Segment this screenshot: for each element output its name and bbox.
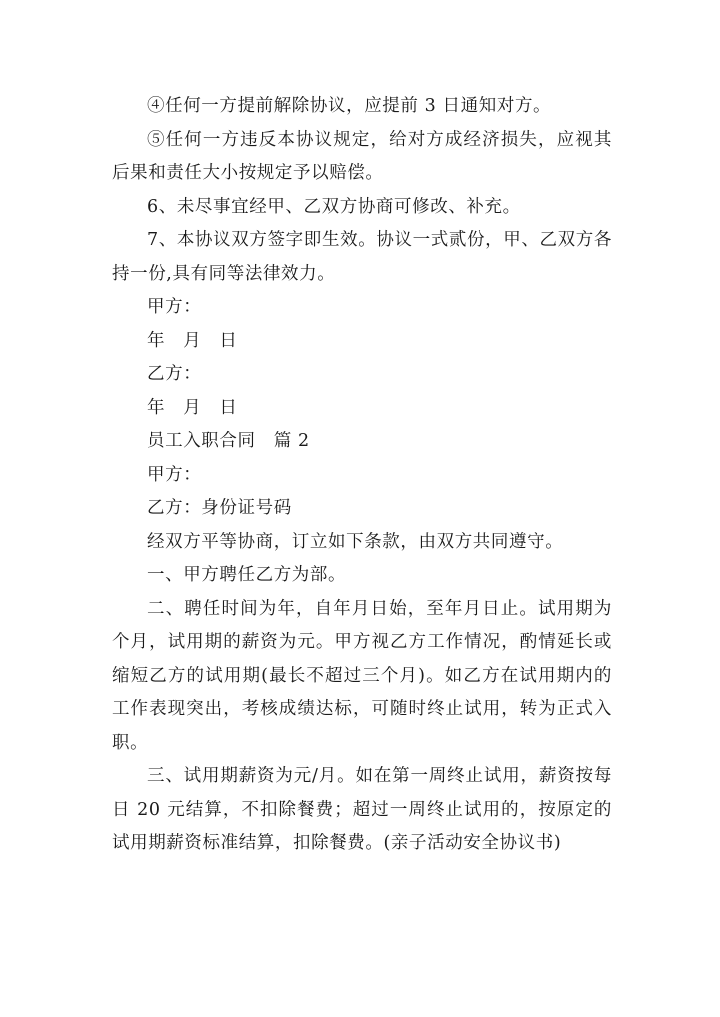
- paragraph-item-6: 6、未尽事宜经甲、乙双方协商可修改、补充。: [147, 196, 521, 217]
- paragraph-item-7: 7、本协议双方签字即生效。协议一式贰份，甲、乙双方各持一份,具有同等法律效力。: [112, 230, 612, 284]
- party-b-label: 乙方：: [147, 364, 202, 384]
- paragraph-article-2: 二、聘任时间为年，自年月日始，至年月日止。试用期为个月，试用期的薪资为元。甲方视乙方工作情况，酌情延长或缩短乙方的试用期(最长不超过三个月)。如乙方在试用期内的工作表现突出，考核成绩达标，可随时终止试用，转为正式入职。: [112, 598, 612, 753]
- contract-party-a: 甲方：: [147, 464, 202, 485]
- section-heading: 员工入职合同 篇 2: [147, 431, 310, 451]
- contract-party-b: 乙方：身份证号码: [147, 498, 292, 518]
- party-a-date: 年 月 日: [147, 330, 238, 351]
- paragraph-preamble: 经双方平等协商，订立如下条款，由双方共同遵守。: [147, 531, 564, 552]
- document-page: [112, 90, 612, 861]
- party-b-date: 年 月 日: [147, 397, 238, 418]
- paragraph-article-3: 三、试用期薪资为元/月。如在第一周终止试用，薪资按每日 20 元结算，不扣除餐费；超过一周终止试用的，按原定的试用期薪资标准结算，扣除餐费。(亲子活动安全协议书): [112, 766, 612, 853]
- party-a-label: 甲方：: [147, 297, 202, 317]
- paragraph-clause-5: ⑤任何一方违反本协议规定，给对方成经济损失，应视其后果和责任大小按规定予以赔偿。: [112, 129, 612, 183]
- paragraph-clause-4: ④任何一方提前解除协议，应提前 3 日通知对方。: [147, 96, 552, 116]
- paragraph-article-1: 一、甲方聘任乙方为部。: [147, 565, 347, 585]
